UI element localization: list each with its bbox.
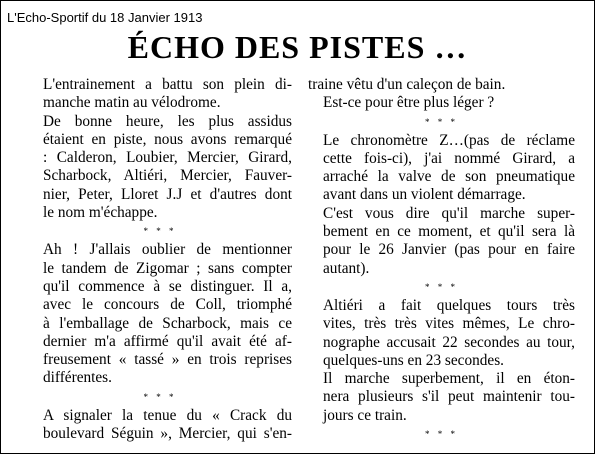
text-line: traine vêtu d'un caleçon de bain. [308, 76, 506, 93]
paragraph-altieri [308, 297, 575, 370]
text-line: Il marche superbement, il en éton- [323, 370, 575, 388]
section-separator: * * * [425, 281, 458, 292]
left-column [28, 76, 292, 443]
text-line: jours ce train. [323, 406, 407, 424]
text-line: freusement « tassé » en trois reprises [43, 351, 292, 369]
text-line: vites, très très vites mêmes, Le chro- [323, 315, 575, 333]
text-line: cette fois-ci), j'ai nommé Girard, a [323, 149, 575, 167]
source-line: L'Echo-Sportif du 18 Janvier 1913 [7, 10, 203, 25]
text-line: pour le 26 Janvier (pas pour en faire [323, 241, 575, 259]
text-line: boulevard Séguin », Mercier, qui s'en- [43, 425, 292, 443]
text-line: avant dans un violent démarrage. [323, 186, 526, 204]
paragraph-lighter [308, 94, 575, 112]
text-line: nera plusieurs s'il peut maintenir tou- [323, 388, 575, 406]
text-line: Altiéri a fait quelques tours très [323, 296, 575, 314]
text-line: Est-ce pour être plus léger ? [323, 94, 495, 112]
paragraph-swimsuit [308, 76, 575, 94]
text-line: avec le concours de Coll, triomphé [43, 296, 292, 314]
text-line: étaient en piste, nous avons remarqué [43, 130, 292, 148]
text-line: : Calderon, Loubier, Mercier, Girard, [43, 149, 292, 167]
text-line: autant). [323, 259, 370, 277]
text-line: nographe accusait 22 secondes au tour, [323, 333, 575, 351]
text-line: quelques-uns en 23 secondes. [323, 351, 504, 369]
text-line: qu'il commence à se distinguer. Il a, [43, 277, 292, 295]
paragraph-riders [28, 113, 292, 223]
paragraph-training [28, 76, 292, 113]
paragraph-tandem [28, 241, 292, 387]
text-line: A signaler la tenue du « Crack du [43, 406, 292, 424]
section-separator: * * * [425, 429, 458, 440]
section-separator: * * * [143, 391, 177, 402]
paragraph-crack [28, 407, 292, 444]
text-line: De bonne heure, les plus assidus [43, 112, 292, 130]
text-line: nier, Peter, Lloret J.J et d'autres dont [43, 185, 292, 203]
section-separator: * * * [143, 226, 177, 237]
text-line: manche matin au vélodrome. [43, 94, 221, 112]
section-separator: * * * [425, 116, 458, 127]
paragraph-chronometer [308, 132, 575, 205]
text-line: L'entrainement a battu son plein di- [43, 76, 292, 93]
text-line: Le chronomètre Z…(pas de réclame [323, 131, 575, 149]
paragraph-astonish [308, 370, 575, 425]
text-line: dernier m'a affirmé qu'il avait été af- [43, 332, 292, 350]
text-line: bement en ce moment, et qu'il sera là [323, 223, 575, 241]
text-line: le tandem de Zigomar ; sans compter [43, 259, 292, 277]
text-line: le nom m'échappe. [43, 204, 158, 222]
text-line: Scharbock, Altiéri, Mercier, Fauver- [43, 167, 292, 185]
headline: ÉCHO DES PISTES … [127, 29, 468, 65]
paragraph-superb [308, 205, 575, 278]
text-line: Ah ! J'allais oublier de mentionner [43, 241, 292, 259]
right-column [308, 76, 575, 444]
text-line: C'est vous dire qu'il marche super- [323, 204, 575, 222]
text-line: différentes. [43, 369, 112, 387]
text-line: arraché la valve de son pneumatique [323, 168, 575, 186]
text-line: à l'emballage de Scharbock, mais ce [43, 314, 292, 332]
